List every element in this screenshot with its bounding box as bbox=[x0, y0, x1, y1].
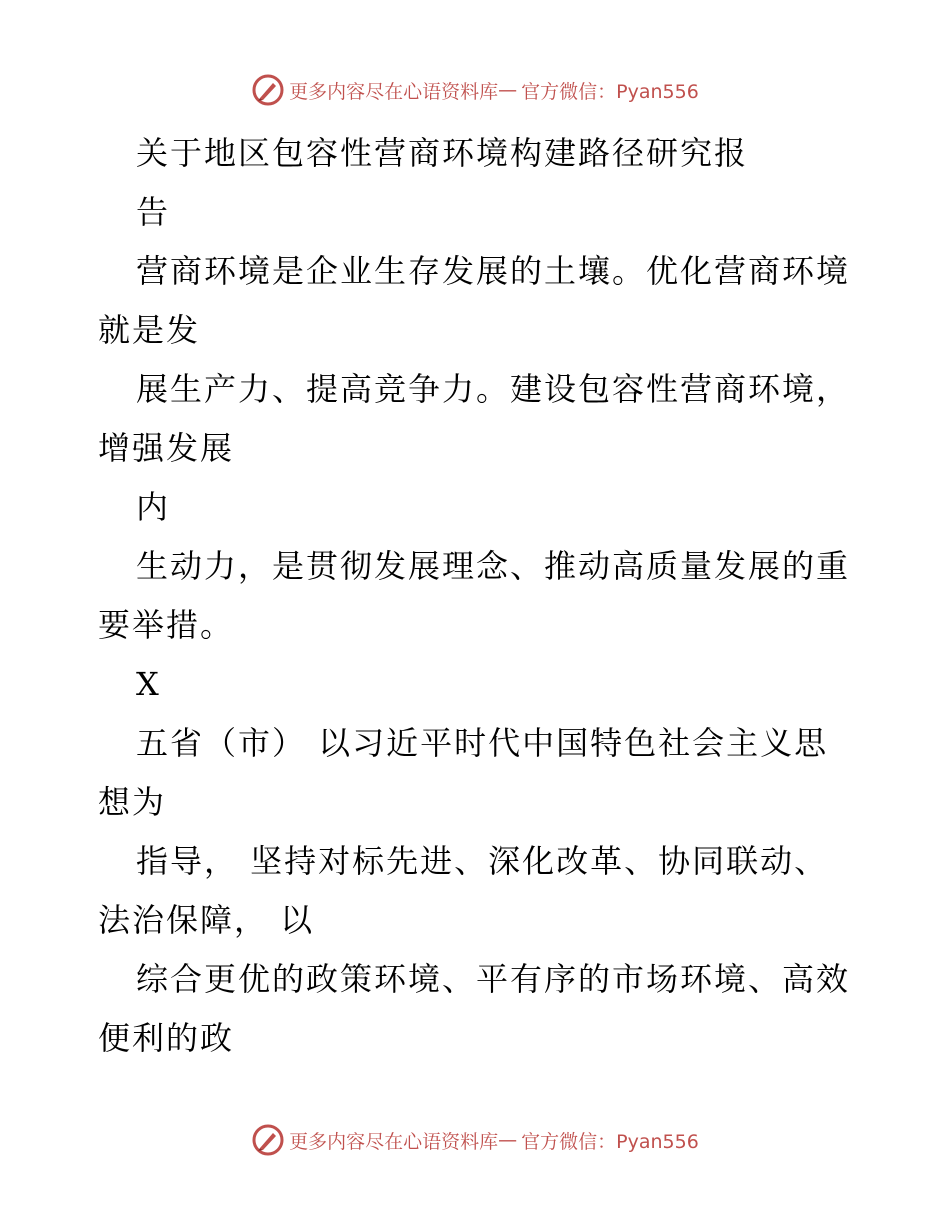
footer-watermark bbox=[0, 1120, 950, 1160]
watermark-text: 更多内容尽在心语资料库 bbox=[289, 1130, 499, 1153]
document-line: 展生产力、提高竞争力。建设包容性营商环境， bbox=[136, 370, 851, 408]
document-line: 法治保障， 以 bbox=[98, 901, 315, 939]
document-line: 就是发 bbox=[98, 311, 201, 349]
watermark-separator: — bbox=[498, 79, 518, 101]
watermark-contact: 官方微信：Pyan556 bbox=[521, 80, 699, 103]
header-watermark bbox=[0, 70, 950, 110]
watermark-separator: — bbox=[498, 1129, 518, 1151]
pen-logo-icon bbox=[251, 73, 285, 107]
document-line: 五省（市） 以习近平时代中国特色社会主义思 bbox=[136, 724, 829, 762]
document-line: 生动力，是贯彻发展理念、推动高质量发展的重 bbox=[136, 547, 851, 585]
document-line: 告 bbox=[136, 193, 171, 231]
document-line: 增强发展 bbox=[98, 429, 235, 467]
document-line: 便利的政 bbox=[98, 1019, 235, 1057]
document-line: 综合更优的政策环境、平有序的市场环境、高效 bbox=[136, 960, 851, 998]
document-line: 关于地区包容性营商环境构建路径研究报 bbox=[136, 134, 749, 172]
document-body bbox=[98, 124, 868, 1068]
document-line: 营商环境是企业生存发展的土壤。优化营商环境 bbox=[136, 252, 851, 290]
document-line: X bbox=[136, 665, 161, 703]
document-line: 要举措。 bbox=[98, 606, 235, 644]
document-line: 想为 bbox=[98, 783, 167, 821]
watermark-contact: 官方微信：Pyan556 bbox=[521, 1130, 699, 1153]
pen-logo-icon bbox=[251, 1123, 285, 1157]
document-line: 内 bbox=[136, 488, 171, 526]
document-line: 指导， 坚持对标先进、深化改革、协同联动、 bbox=[136, 842, 829, 880]
watermark-text: 更多内容尽在心语资料库 bbox=[289, 80, 499, 103]
